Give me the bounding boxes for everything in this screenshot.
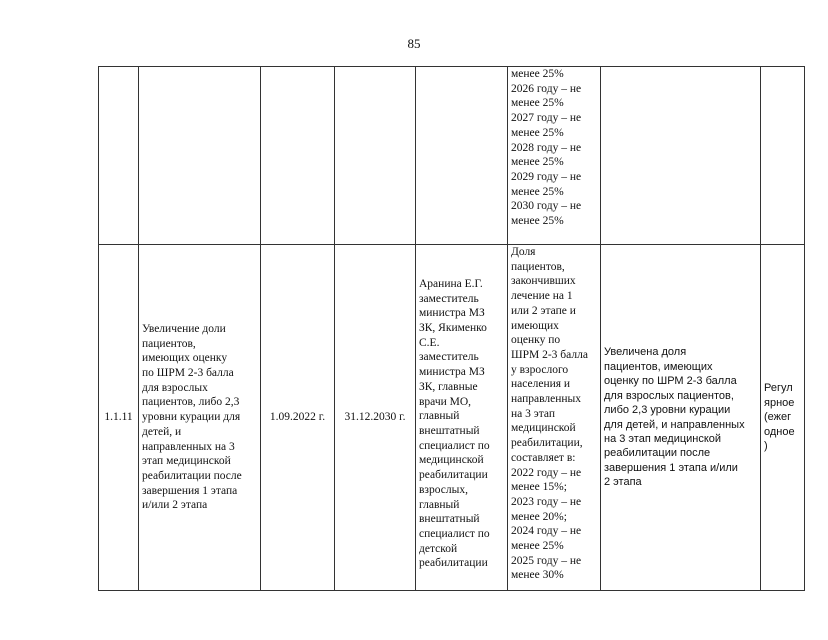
indicator-line: 2028 году – не bbox=[511, 141, 582, 154]
event-line: реабилитации после bbox=[142, 469, 242, 482]
cell-responsible bbox=[416, 245, 508, 591]
cell-event bbox=[139, 67, 261, 245]
indicator-line: на 3 этап bbox=[511, 407, 555, 420]
result-line: реабилитации после bbox=[604, 447, 711, 460]
indicator-line: 2024 году – не bbox=[511, 525, 582, 538]
indicator-line: менее 15%; bbox=[511, 481, 567, 494]
indicator-line: 2023 году – не bbox=[511, 495, 582, 508]
indicator-line: составляет в: bbox=[511, 451, 576, 464]
indicator-line: менее 25% bbox=[511, 185, 564, 198]
indicator-line: у взрослого bbox=[511, 363, 569, 376]
result-line: для детей, и направленных bbox=[604, 418, 745, 431]
result-line: 2 этапа bbox=[604, 476, 642, 489]
indicator-line: имеющих bbox=[511, 319, 559, 332]
indicator-line: ШРМ 2-3 балла bbox=[511, 348, 588, 361]
indicator-line: закончивших bbox=[511, 275, 576, 288]
indicator-line: менее 30% bbox=[511, 569, 564, 582]
event-line: направленных на 3 bbox=[142, 440, 235, 453]
indicator-line: Доля bbox=[511, 246, 536, 258]
cell-indicator bbox=[508, 245, 601, 591]
result-line: Увеличена доля bbox=[604, 346, 687, 359]
indicator-line: пациентов, bbox=[511, 260, 565, 273]
indicator-line: 2030 году – не bbox=[511, 200, 582, 213]
event-line: пациентов, bbox=[142, 337, 196, 350]
responsible-line: внештатный bbox=[419, 425, 480, 437]
table-row-continued bbox=[99, 67, 805, 245]
responsible-line: ЗК, главные bbox=[419, 380, 478, 393]
responsible-line: взрослых, bbox=[419, 483, 468, 496]
responsible-line: главный bbox=[419, 498, 460, 511]
responsible-line: ЗК, Якименко bbox=[419, 322, 487, 335]
indicator-line: менее 20%; bbox=[511, 510, 567, 523]
page-number: 85 bbox=[407, 36, 421, 51]
result-line: оценку по ШРМ 2-3 балла bbox=[604, 375, 737, 388]
responsible-line: министра МЗ bbox=[419, 366, 485, 379]
cell-result bbox=[601, 67, 761, 245]
indicator-line: 2027 году – не bbox=[511, 112, 582, 125]
event-line: детей, и bbox=[142, 425, 182, 438]
responsible-line: заместитель bbox=[419, 351, 479, 364]
indicator-line: оценку по bbox=[511, 334, 561, 347]
frequency-line: ярное bbox=[764, 396, 795, 409]
responsible-line: специалист по bbox=[419, 527, 490, 540]
frequency-line: Регул bbox=[764, 382, 793, 395]
indicator-line: менее 25% bbox=[511, 540, 564, 553]
cell-number: 1.1.11 bbox=[99, 245, 139, 591]
cell-end-date: 31.12.2030 г. bbox=[335, 245, 416, 591]
indicator-line: менее 25% bbox=[511, 126, 564, 139]
indicator-line: медицинской bbox=[511, 422, 576, 435]
indicator-line: 2026 году – не bbox=[511, 82, 582, 95]
responsible-line: заместитель bbox=[419, 292, 479, 305]
cell-start-date bbox=[261, 67, 335, 245]
event-line: по ШРМ 2-3 балла bbox=[142, 367, 234, 380]
indicator-line: или 2 этапе и bbox=[511, 304, 576, 317]
cell-indicator bbox=[508, 67, 601, 245]
cell-frequency bbox=[761, 67, 805, 245]
event-line: Увеличение доли bbox=[142, 322, 226, 335]
indicator-line: менее 25% bbox=[511, 156, 564, 169]
cell-responsible bbox=[416, 67, 508, 245]
cell-result bbox=[601, 245, 761, 591]
responsible-line: С.Е. bbox=[419, 336, 440, 349]
responsible-line: специалист по bbox=[419, 439, 490, 452]
event-line: завершения 1 этапа bbox=[142, 484, 238, 497]
indicator-line: реабилитации, bbox=[511, 437, 583, 450]
frequency-line: одное bbox=[764, 425, 795, 438]
cell-start-date: 1.09.2022 г. bbox=[261, 245, 335, 591]
responsible-line: Аранина Е.Г. bbox=[419, 277, 483, 290]
event-line: пациентов, либо 2,3 bbox=[142, 396, 240, 409]
result-line: либо 2,3 уровни курации bbox=[604, 404, 731, 417]
event-line: для взрослых bbox=[142, 381, 208, 394]
indicator-line: направленных bbox=[511, 393, 582, 406]
responsible-line: детской bbox=[419, 542, 458, 555]
indicator-line: менее 25% bbox=[511, 215, 564, 228]
plan-table bbox=[98, 66, 805, 591]
result-line: на 3 этап медицинской bbox=[604, 432, 722, 445]
cell-frequency bbox=[761, 245, 805, 591]
indicator-line: 2029 году – не bbox=[511, 170, 582, 183]
cell-end-date bbox=[335, 67, 416, 245]
event-line: уровни курации для bbox=[142, 411, 241, 424]
responsible-line: главный bbox=[419, 410, 460, 423]
event-line: этап медицинской bbox=[142, 455, 231, 468]
responsible-line: внештатный bbox=[419, 513, 480, 526]
indicator-line: 2025 году – не bbox=[511, 554, 582, 567]
indicator-line: 2022 году – не bbox=[511, 466, 582, 479]
responsible-line: медицинской bbox=[419, 454, 484, 467]
result-line: завершения 1 этапа и/или bbox=[604, 461, 738, 474]
frequency-line: ) bbox=[764, 440, 768, 453]
cell-number bbox=[99, 67, 139, 245]
indicator-line: населения и bbox=[511, 378, 571, 391]
responsible-line: реабилитации bbox=[419, 557, 488, 570]
event-line: и/или 2 этапа bbox=[142, 499, 208, 512]
result-line: для взрослых пациентов, bbox=[604, 389, 734, 402]
table-row-1-1-11 bbox=[99, 245, 805, 591]
responsible-line: министра МЗ bbox=[419, 307, 485, 320]
indicator-line: менее 25% bbox=[511, 97, 564, 110]
responsible-line: врачи МО, bbox=[419, 395, 472, 408]
responsible-line: реабилитации bbox=[419, 469, 488, 482]
frequency-line: (ежег bbox=[764, 411, 792, 424]
result-line: пациентов, имеющих bbox=[604, 360, 713, 373]
indicator-line: менее 25% bbox=[511, 68, 564, 80]
event-line: имеющих оценку bbox=[142, 352, 228, 365]
indicator-line: лечение на 1 bbox=[511, 290, 573, 303]
cell-event bbox=[139, 245, 261, 591]
